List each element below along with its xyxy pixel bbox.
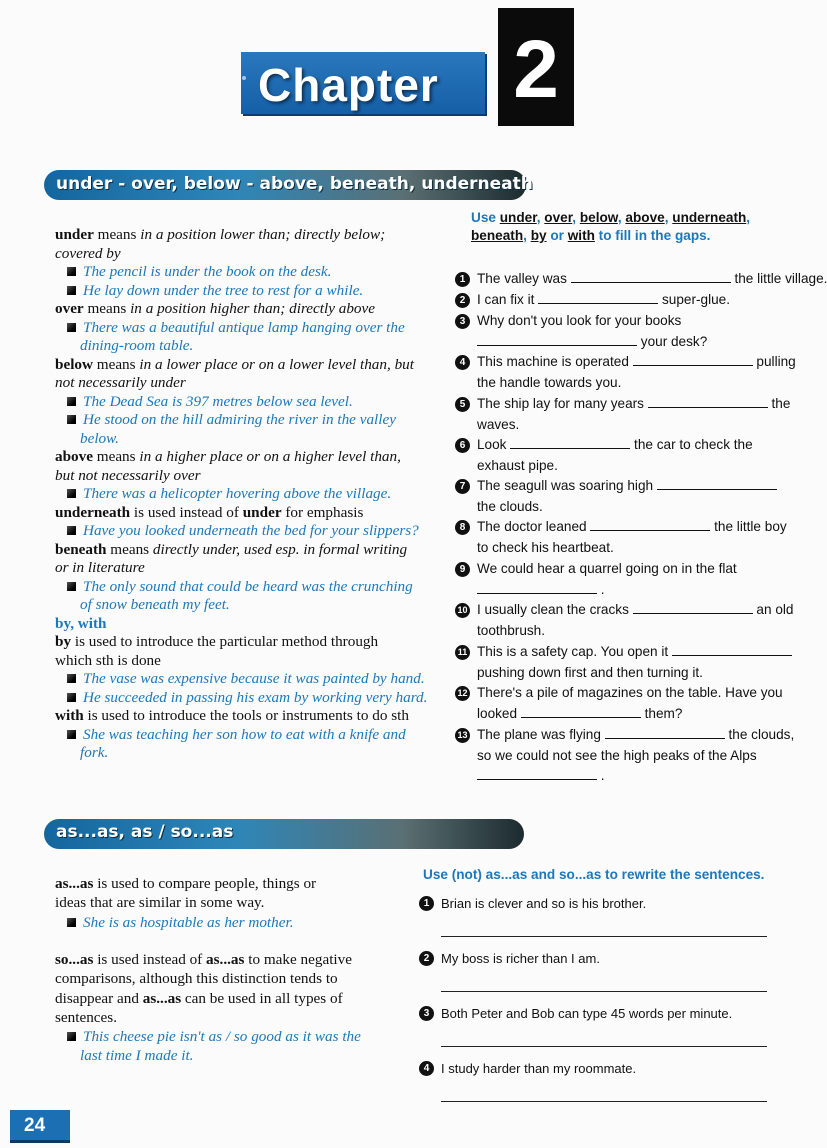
term: above xyxy=(55,448,93,465)
instr-word: beneath xyxy=(471,228,524,243)
instr-word: over xyxy=(544,210,573,225)
answer-blank[interactable] xyxy=(590,518,710,531)
answer-line[interactable] xyxy=(441,1101,767,1102)
exercise-line xyxy=(477,622,545,640)
exercise-line xyxy=(477,560,737,578)
exercise-text: This is a safety cap. You open it xyxy=(477,644,672,659)
exercise-text: toothbrush. xyxy=(477,622,546,638)
exercise-text: the clouds, xyxy=(724,727,795,742)
definition: covered by xyxy=(55,244,121,262)
note-line xyxy=(80,337,193,355)
exercise-number-badge: 7 xyxy=(455,479,470,494)
exercise-text: pushing down first and then turning it. xyxy=(477,664,703,680)
text: is used to introduce the tools or instruments to do sth xyxy=(83,707,409,724)
example-sentence: below. xyxy=(80,429,119,447)
chapter-number: 2 xyxy=(513,24,559,115)
exercise-text: . xyxy=(597,768,605,783)
instr-text: , xyxy=(617,210,626,225)
example-sentence: He stood on the hill admiring the river in the valley xyxy=(83,411,396,428)
note-line xyxy=(80,744,108,762)
exercise-text: the xyxy=(767,396,791,411)
exercise-number-badge: 11 xyxy=(455,645,470,660)
definition: in a position higher than; directly above xyxy=(130,300,376,317)
page-number: 24 xyxy=(10,1110,70,1142)
instr-text: , xyxy=(536,210,545,225)
answer-blank[interactable] xyxy=(571,270,731,283)
exercise-line xyxy=(477,312,681,330)
exercise-text: This machine is operated xyxy=(477,354,633,369)
note-line xyxy=(67,319,405,337)
instr-text: Use xyxy=(471,210,500,225)
exercise-number-badge: 2 xyxy=(455,293,470,308)
text: is used instead of xyxy=(93,950,207,968)
exercise-line xyxy=(477,291,730,309)
exercise-line xyxy=(477,477,777,495)
exercise-number-badge: 3 xyxy=(455,314,470,329)
exercise-sentence: My boss is richer than I am. xyxy=(441,951,600,966)
example-sentence: She is as hospitable as her mother. xyxy=(83,913,294,931)
exercise-text: There's a pile of magazines on the table. Have you xyxy=(477,685,783,700)
instr-text: , xyxy=(523,228,531,243)
note-line xyxy=(80,1047,193,1065)
answer-blank[interactable] xyxy=(648,395,768,408)
bullet-icon xyxy=(67,693,76,702)
note-line xyxy=(55,467,201,485)
answer-blank[interactable] xyxy=(521,705,641,718)
bullet-icon xyxy=(67,526,76,535)
bullet-icon xyxy=(67,415,76,424)
exercise-sentence: Brian is clever and so is his brother. xyxy=(441,896,647,911)
note-line xyxy=(55,541,407,559)
chapter-title: Chapter xyxy=(258,59,439,111)
exercise-number-badge: 1 xyxy=(455,272,470,287)
term: as...as xyxy=(142,989,182,1007)
example-sentence: last time I made it. xyxy=(80,1047,194,1065)
exercise-number-badge: 12 xyxy=(455,686,470,701)
example-sentence: fork. xyxy=(80,744,109,761)
definition: but not necessarily over xyxy=(55,466,201,484)
term: under xyxy=(55,226,94,243)
answer-line[interactable] xyxy=(441,936,767,937)
note-line xyxy=(55,504,363,522)
note-line xyxy=(55,707,409,725)
exercise-text: the car to check the xyxy=(630,437,753,452)
exercise-text: waves. xyxy=(477,416,520,432)
decorative-dot xyxy=(242,76,246,80)
definition: in a position lower than; directly below; xyxy=(140,226,386,243)
note-line xyxy=(67,689,427,707)
instr-word: underneath xyxy=(672,210,747,225)
instr-word: above xyxy=(625,210,665,225)
exercise-text: I can fix it xyxy=(477,292,539,307)
note-line xyxy=(55,300,375,318)
note-line xyxy=(55,448,401,466)
term: underneath xyxy=(55,503,131,521)
instr-word: below xyxy=(579,210,618,225)
note-line xyxy=(55,1009,117,1027)
note-line xyxy=(55,559,145,577)
instr-text: or xyxy=(546,228,568,243)
note-line xyxy=(67,578,413,596)
exercise-number-badge: 10 xyxy=(455,603,470,618)
instr-word: under xyxy=(499,210,537,225)
text: is used to introduce the particular method through xyxy=(71,633,379,650)
definition: not necessarily under xyxy=(55,374,186,391)
note-line xyxy=(67,726,406,744)
note-line xyxy=(55,356,414,374)
exercise-text: Why don't you look for your books xyxy=(477,313,682,328)
exercise-text: . xyxy=(597,581,605,597)
instr-word: with xyxy=(567,228,595,243)
example-sentence: There was a helicopter hovering above the village. xyxy=(83,485,392,502)
example-sentence: There was a beautiful antique lamp hanging over the xyxy=(83,318,405,336)
exercise-text: pulling xyxy=(752,354,796,369)
note-line xyxy=(80,596,230,614)
definition: or in literature xyxy=(55,559,145,576)
exercise-line xyxy=(477,416,519,434)
example-sentence: The Dead Sea is 397 metres below sea level. xyxy=(83,392,353,410)
exercise-line xyxy=(477,767,605,785)
text: can be used in all types of xyxy=(181,989,343,1007)
exercise-line xyxy=(477,581,605,599)
bullet-icon xyxy=(67,730,76,739)
exercise-text: the little boy xyxy=(710,519,787,534)
text: means xyxy=(92,448,140,465)
instr-text: , xyxy=(664,210,673,225)
bullet-icon xyxy=(67,286,76,295)
example-sentence: This cheese pie isn't as / so good as it was the xyxy=(83,1028,361,1046)
exercise-sentence: I study harder than my roommate. xyxy=(441,1061,637,1076)
term: as...as xyxy=(206,950,245,968)
note-line xyxy=(55,633,378,651)
exercise-text: to check his heartbeat. xyxy=(477,539,614,555)
exercise-number-badge: 4 xyxy=(419,1061,434,1076)
example-sentence: Have you looked underneath the bed for your slippers? xyxy=(83,522,419,539)
exercise-line xyxy=(477,684,783,702)
exercise-text: an old xyxy=(752,602,794,617)
text: which sth is done xyxy=(55,651,161,669)
term: over xyxy=(55,300,84,317)
subheading: by, with xyxy=(55,614,107,632)
bullet-icon xyxy=(67,267,76,276)
definition: in a higher place or on a higher level than, xyxy=(139,448,401,465)
bullet-icon xyxy=(67,489,76,498)
answer-blank[interactable] xyxy=(538,291,658,304)
note-line xyxy=(67,282,363,300)
exercise-line xyxy=(477,457,558,475)
note-line xyxy=(55,245,121,263)
exercise-text: them? xyxy=(640,705,683,721)
exercise-line xyxy=(477,747,757,765)
instr-text: , xyxy=(572,210,580,225)
exercise-text: your desk? xyxy=(637,333,708,349)
note-line xyxy=(55,951,352,969)
exercise-text: looked xyxy=(477,705,521,721)
instr-word: by xyxy=(530,228,547,243)
exercise-text: The plane was flying xyxy=(477,727,605,742)
answer-blank[interactable] xyxy=(633,353,753,366)
text: sentences. xyxy=(55,1008,117,1026)
exercise-number-badge: 9 xyxy=(455,562,470,577)
note-line xyxy=(55,970,338,988)
section2-title: as...as, as / so...as xyxy=(56,822,234,842)
definition: in a lower place or on a lower level than, but xyxy=(139,355,414,373)
note-line xyxy=(67,670,425,688)
exercise-text: Look xyxy=(477,437,511,452)
exercise-text: the clouds. xyxy=(477,498,543,514)
section1-instruction xyxy=(471,209,771,245)
exercise-text: super-glue. xyxy=(658,292,730,307)
exercise-text: the handle towards you. xyxy=(477,374,622,390)
note-line xyxy=(55,615,107,633)
exercise-number-badge: 3 xyxy=(419,1006,434,1021)
exercise-text: the little village. xyxy=(730,271,827,286)
exercise-text: I usually clean the cracks xyxy=(477,602,633,617)
note-line xyxy=(67,411,396,429)
instr-text: to fill in the gaps. xyxy=(594,228,711,243)
note-line xyxy=(67,263,331,281)
answer-line[interactable] xyxy=(441,1046,767,1047)
term: under xyxy=(242,503,282,521)
example-sentence: She was teaching her son how to eat with a knife and xyxy=(83,725,406,743)
exercise-line xyxy=(477,353,796,371)
example-sentence: The vase was expensive because it was painted by hand. xyxy=(83,670,425,687)
answer-blank[interactable] xyxy=(657,477,777,490)
exercise-line xyxy=(477,664,703,682)
example-sentence: He succeeded in passing his exam by working very hard. xyxy=(83,688,428,706)
example-sentence: The pencil is under the book on the desk. xyxy=(83,263,332,280)
term: so...as xyxy=(55,950,94,968)
bullet-icon xyxy=(67,323,76,332)
answer-blank[interactable] xyxy=(477,767,597,780)
exercise-text: so we could not see the high peaks of the Alps xyxy=(477,747,757,763)
section2-instruction: Use (not) as...as and so...as to rewrite the sentences. xyxy=(423,867,765,882)
instr-text: , xyxy=(746,210,751,225)
exercise-number-badge: 8 xyxy=(455,520,470,535)
bullet-icon xyxy=(67,582,76,591)
answer-blank[interactable] xyxy=(510,436,630,449)
note-line xyxy=(80,430,119,448)
exercise-text: The doctor leaned xyxy=(477,519,591,534)
exercise-line xyxy=(477,518,787,536)
exercise-number-badge: 5 xyxy=(455,397,470,412)
definition: directly under, used esp. in formal writing xyxy=(152,540,408,558)
text: means xyxy=(83,300,131,317)
exercise-number-badge: 6 xyxy=(455,438,470,453)
note-line xyxy=(55,894,264,912)
text: means xyxy=(93,226,141,243)
note-line xyxy=(55,875,316,893)
note-line xyxy=(67,914,294,932)
exercise-number-badge: 4 xyxy=(455,355,470,370)
answer-line[interactable] xyxy=(441,991,767,992)
term: beneath xyxy=(55,540,107,558)
term: as...as xyxy=(55,875,94,892)
exercise-sentence: Both Peter and Bob can type 45 words per minute. xyxy=(441,1006,733,1021)
text: is used instead of xyxy=(130,503,243,521)
note-line xyxy=(55,990,343,1008)
note-line xyxy=(55,652,161,670)
text: comparisons, although this distinction tends to xyxy=(55,970,338,988)
exercise-line xyxy=(477,333,707,351)
answer-blank[interactable] xyxy=(477,581,597,594)
exercise-number-badge: 2 xyxy=(419,951,434,966)
exercise-text: The ship lay for many years xyxy=(477,396,648,411)
exercise-line xyxy=(477,498,543,516)
bullet-icon xyxy=(67,1032,76,1041)
note-line xyxy=(67,393,353,411)
example-sentence: dining-room table. xyxy=(80,337,194,354)
text: means xyxy=(106,540,153,558)
text: disappear and xyxy=(55,989,143,1007)
note-line xyxy=(67,1028,361,1046)
answer-blank[interactable] xyxy=(477,333,637,346)
text: ideas that are similar in some way. xyxy=(55,894,265,912)
exercise-text: The valley was xyxy=(477,271,571,286)
page-number-underline xyxy=(10,1140,70,1143)
bullet-icon xyxy=(67,397,76,406)
note-line xyxy=(55,226,385,244)
exercise-line xyxy=(477,705,682,723)
exercise-text: We could hear a quarrel going on in the flat xyxy=(477,561,737,576)
exercise-line xyxy=(477,726,794,744)
exercise-number-badge: 13 xyxy=(455,728,470,743)
text: means xyxy=(92,355,140,373)
note-line xyxy=(67,522,419,540)
answer-blank[interactable] xyxy=(672,643,792,656)
exercise-line xyxy=(477,436,753,454)
note-line xyxy=(67,485,391,503)
example-sentence: The only sound that could be heard was the crunching xyxy=(83,577,413,595)
exercise-text: exhaust pipe. xyxy=(477,457,558,473)
bullet-icon xyxy=(67,674,76,683)
answer-blank[interactable] xyxy=(633,601,753,614)
example-sentence: He lay down under the tree to rest for a while. xyxy=(83,281,364,299)
exercise-line xyxy=(477,601,793,619)
exercise-line xyxy=(477,270,827,288)
exercise-line xyxy=(477,643,792,661)
answer-blank[interactable] xyxy=(605,726,725,739)
section1-title: under - over, below - above, beneath, underneath xyxy=(56,174,533,194)
note-line xyxy=(55,374,186,392)
exercise-number-badge: 1 xyxy=(419,896,434,911)
exercise-line xyxy=(477,395,790,413)
term: by xyxy=(55,633,72,650)
text: for emphasis xyxy=(281,503,364,521)
exercise-line xyxy=(477,539,614,557)
text: to make negative xyxy=(244,950,352,968)
text: is used to compare people, things or xyxy=(93,875,317,892)
exercise-line xyxy=(477,374,621,392)
bullet-icon xyxy=(67,918,76,927)
exercise-text: The seagull was soaring high xyxy=(477,478,657,493)
term: with xyxy=(55,707,84,724)
example-sentence: of snow beneath my feet. xyxy=(80,596,230,613)
term: below xyxy=(55,355,93,373)
